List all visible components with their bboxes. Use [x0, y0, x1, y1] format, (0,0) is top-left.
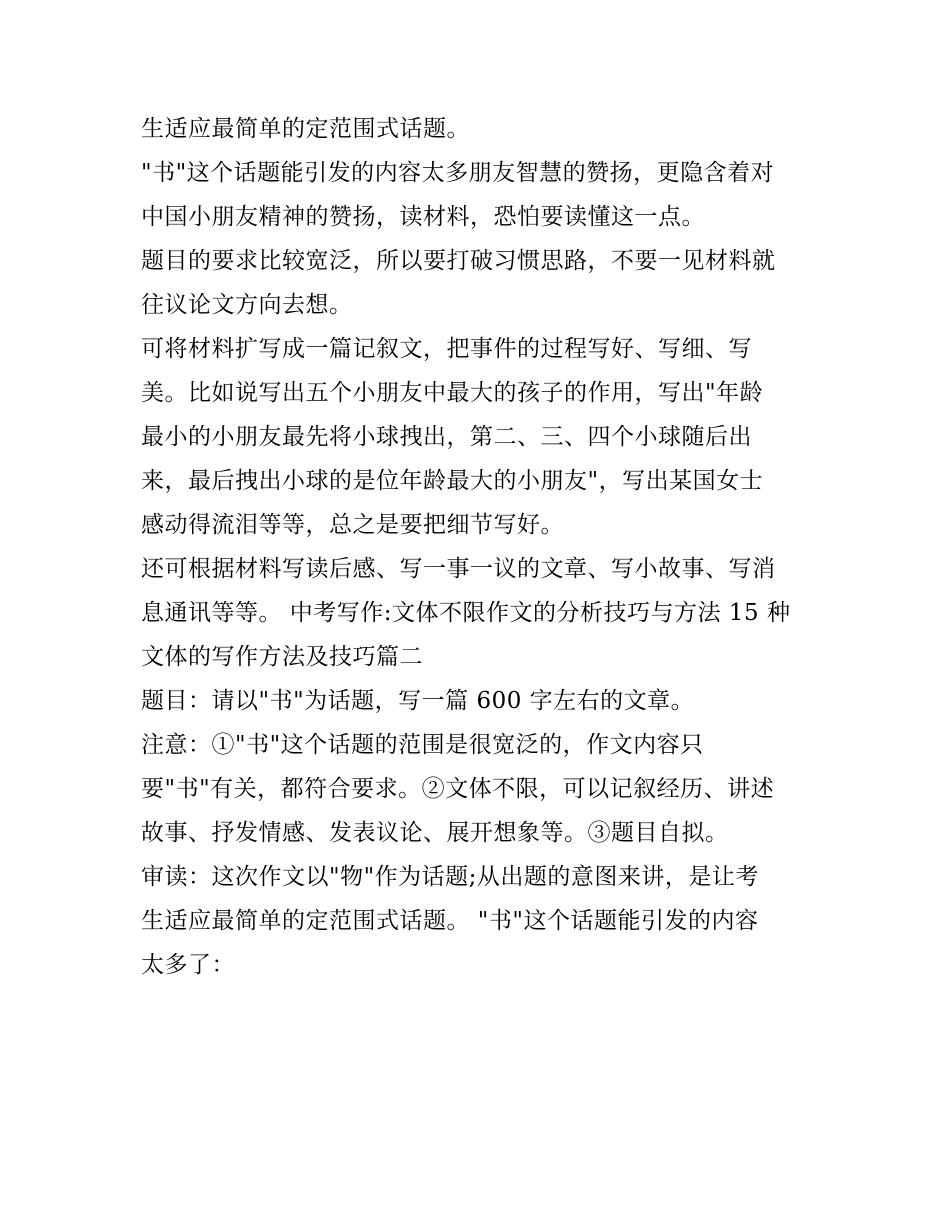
- text-line: 可将材料扩写成一篇记叙文，把事件的过程写好、写细、写: [141, 336, 752, 362]
- text-line: 来，最后拽出小球的是位年龄最大的小朋友"，写出某国女士: [141, 468, 764, 494]
- text-line: 中国小朋友精神的赞扬，读材料，恐怕要读懂这一点。: [141, 204, 705, 230]
- text-line: 最小的小朋友最先将小球拽出，第二、三、四个小球随后出: [141, 424, 752, 450]
- text-line: 要"书"有关，都符合要求。②文体不限，可以记叙经历、讲述: [141, 776, 775, 802]
- text-line: 往议论文方向去想。: [141, 292, 353, 318]
- text-line: 生适应最简单的定范围式话题。: [141, 116, 470, 142]
- text-line: 还可根据材料写读后感、写一事一议的文章、写小故事、写消: [141, 556, 776, 582]
- text-line: 审读：这次作文以"物"作为话题;从出题的意图来讲，是让考: [141, 864, 759, 890]
- text-line: 文体的写作方法及技巧篇二: [141, 644, 423, 670]
- text-line: "书"这个话题能引发的内容太多朋友智慧的赞扬，更隐含着对: [141, 160, 775, 186]
- text-line: 故事、抒发情感、发表议论、展开想象等。③题目自拟。: [141, 820, 729, 846]
- text-line: 息通讯等等。 中考写作:文体不限作文的分析技巧与方法 15 种: [141, 600, 791, 626]
- text-line: 太多了：: [141, 952, 235, 978]
- text-line: 题目：请以"书"为话题，写一篇 600 字左右的文章。: [141, 688, 695, 714]
- text-line: 感动得流泪等等，总之是要把细节写好。: [141, 512, 564, 538]
- text-line: 生适应最简单的定范围式话题。 "书"这个话题能引发的内容: [141, 908, 759, 934]
- text-line: 注意：①"书"这个话题的范围是很宽泛的，作文内容只: [141, 732, 704, 758]
- text-line: 美。比如说写出五个小朋友中最大的孩子的作用，写出"年龄: [141, 380, 764, 406]
- document-body: [141, 107, 821, 987]
- text-line: 题目的要求比较宽泛，所以要打破习惯思路，不要一见材料就: [141, 248, 776, 274]
